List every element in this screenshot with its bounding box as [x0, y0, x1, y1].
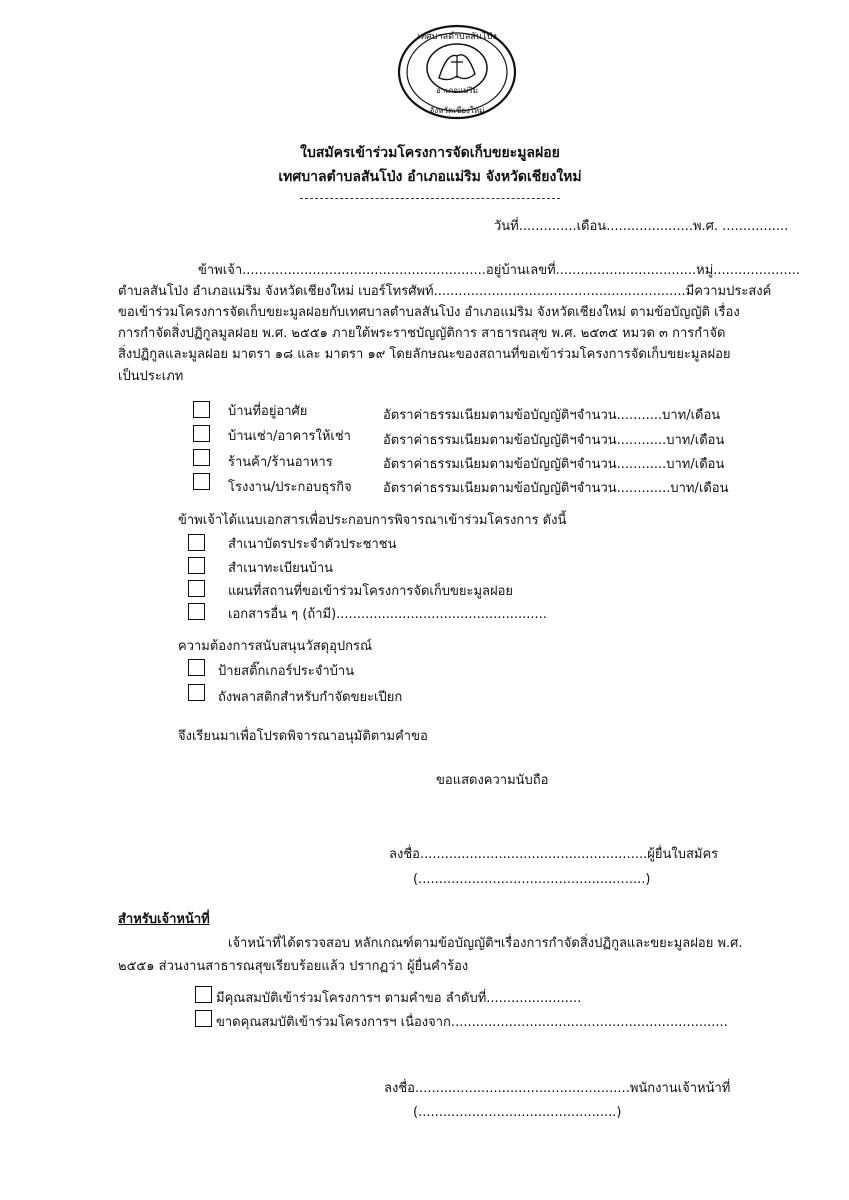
- type-rental-rate: อัตราค่าธรรมเนียมตามข้อบัญญัติฯจำนวน............บาท/เดือน: [383, 433, 725, 448]
- equip-sticker-label: ป้ายสติ๊กเกอร์ประจำบ้าน: [218, 664, 355, 679]
- doc-other-label: เอกสารอื่น ๆ (ถ้ามี)...................................................: [228, 607, 547, 622]
- request-text: จึงเรียนมาเพื่อโปรดพิจารณาอนุมัติตามคำขอ: [178, 729, 428, 744]
- doc-house-reg-checkbox[interactable]: [188, 557, 205, 574]
- type-factory-checkbox[interactable]: [193, 473, 210, 490]
- officer-signature-line: ลงชื่อ....................................................พนักงานเจ้าหน้าที่: [384, 1081, 731, 1096]
- type-residence-checkbox[interactable]: [193, 401, 210, 418]
- doc-id-card-label: สำเนาบัตรประจำตัวประชาชน: [228, 537, 397, 552]
- officer-text-line-1: เจ้าหน้าที่ได้ตรวจสอบ หลักเกณฑ์ตามข้อบัญญัติฯเรื่องการกำจัดสิ่งปฏิกูลและขยะมูลฝอย พ.ศ.: [228, 936, 743, 951]
- equip-bin-checkbox[interactable]: [188, 684, 205, 701]
- doc-map-label: แผนที่สถานที่ขอเข้าร่วมโครงการจัดเก็บขยะมูลฝอย: [228, 584, 514, 599]
- paragraph-line-5: สิ่งปฏิกูลและมูลฝอย มาตรา ๑๘ และ มาตรา ๑๙ โดยลักษณะของสถานที่ขอเข้าร่วมโครงการจัดเก็บขยะมูลฝอย: [118, 347, 731, 362]
- equip-bin-label: ถังพลาสติกสำหรับกำจัดขยะเปียก: [218, 690, 403, 705]
- not-qualified-label: ขาดคุณสมบัติเข้าร่วมโครงการฯ เนื่องจาก...................................................................: [216, 1015, 728, 1030]
- doc-id-card-checkbox[interactable]: [188, 534, 205, 551]
- form-subtitle: เทศบาลตำบลสันโป่ง อำเภอแม่ริม จังหวัดเชียงใหม่: [278, 169, 582, 185]
- type-residence-label: บ้านที่อยู่อาศัย: [228, 404, 308, 419]
- type-factory-label: โรงงาน/ประกอบธุรกิจ: [228, 480, 352, 495]
- type-shop-label: ร้านค้า/ร้านอาหาร: [228, 455, 333, 470]
- equip-sticker-checkbox[interactable]: [188, 659, 205, 676]
- paragraph-line-3: ขอเข้าร่วมโครงการจัดเก็บขยะมูลฝอยกับเทศบาลตำบลสันโป่ง อำเภอแม่ริม จังหวัดเชียงใหม่ ตามข้อบัญญัติ เรื่อง: [118, 305, 740, 320]
- seal-bottom-text: จังหวัดเชียงใหม่: [429, 106, 485, 115]
- paragraph-line-6: เป็นประเภท: [118, 369, 184, 384]
- municipality-seal: [395, 22, 519, 122]
- officer-section-heading: สำหรับเจ้าหน้าที่: [118, 912, 210, 927]
- type-factory-rate: อัตราค่าธรรมเนียมตามข้อบัญญัติฯจำนวน.............บาท/เดือน: [383, 481, 729, 496]
- type-rental-label: บ้านเช่า/อาคารให้เช่า: [228, 429, 351, 444]
- applicant-line: ข้าพเจ้า...........................................................อยู่บ้านเลขที่..................................หมู่.....................: [198, 263, 801, 278]
- address-line: ตำบลสันโป่ง อำเภอแม่ริม จังหวัดเชียงใหม่ เบอร์โทรศัพท์.............................................................มีความประสงค์: [118, 284, 772, 299]
- seal-top-text: เทศบาลตำบลสันโป่ง: [417, 32, 497, 42]
- doc-other-checkbox[interactable]: [188, 603, 205, 620]
- doc-house-reg-label: สำเนาทะเบียนบ้าน: [228, 561, 334, 576]
- regards-text: ขอแสดงความนับถือ: [436, 773, 549, 788]
- applicant-name-line: (.......................................................): [413, 872, 651, 887]
- form-title: ใบสมัครเข้าร่วมโครงการจัดเก็บขยะมูลฝอย: [300, 145, 560, 161]
- title-divider: [300, 198, 560, 199]
- type-rental-checkbox[interactable]: [193, 425, 210, 442]
- equipment-heading: ความต้องการสนับสนุนวัสดุอุปกรณ์: [178, 639, 373, 654]
- doc-map-checkbox[interactable]: [188, 580, 205, 597]
- qualified-label: มีคุณสมบัติเข้าร่วมโครงการฯ ตามคำขอ ลำดับที่.......................: [216, 991, 582, 1006]
- seal-middle-text: อำเภอแม่ริม: [435, 86, 479, 95]
- not-qualified-checkbox[interactable]: [195, 1010, 212, 1027]
- type-residence-rate: อัตราค่าธรรมเนียมตามข้อบัญญัติฯจำนวน...........บาท/เดือน: [383, 408, 721, 423]
- applicant-signature-line: ลงชื่อ.......................................................ผู้ยื่นใบสมัคร: [389, 847, 719, 862]
- paragraph-line-4: การกำจัดสิ่งปฏิกูลมูลฝอย พ.ศ. ๒๕๕๑ ภายใต้พระราชบัญญัติการ สาธารณสุข พ.ศ. ๒๕๓๕ หมวด ๓ การกำจัด: [118, 326, 726, 341]
- officer-text-line-2: ๒๕๕๑ ส่วนงานสาธารณสุขเรียบร้อยแล้ว ปรากฏว่า ผู้ยื่นคำร้อง: [118, 959, 469, 974]
- type-shop-checkbox[interactable]: [193, 449, 210, 466]
- officer-name-line: (................................................): [413, 1105, 622, 1120]
- date-line: วันที่..............เดือน.....................พ.ศ. ................: [494, 219, 789, 234]
- documents-heading: ข้าพเจ้าได้แนบเอกสารเพื่อประกอบการพิจารณาเข้าร่วมโครงการ ดังนี้: [178, 513, 567, 528]
- qualified-checkbox[interactable]: [195, 986, 212, 1003]
- type-shop-rate: อัตราค่าธรรมเนียมตามข้อบัญญัติฯจำนวน............บาท/เดือน: [383, 457, 725, 472]
